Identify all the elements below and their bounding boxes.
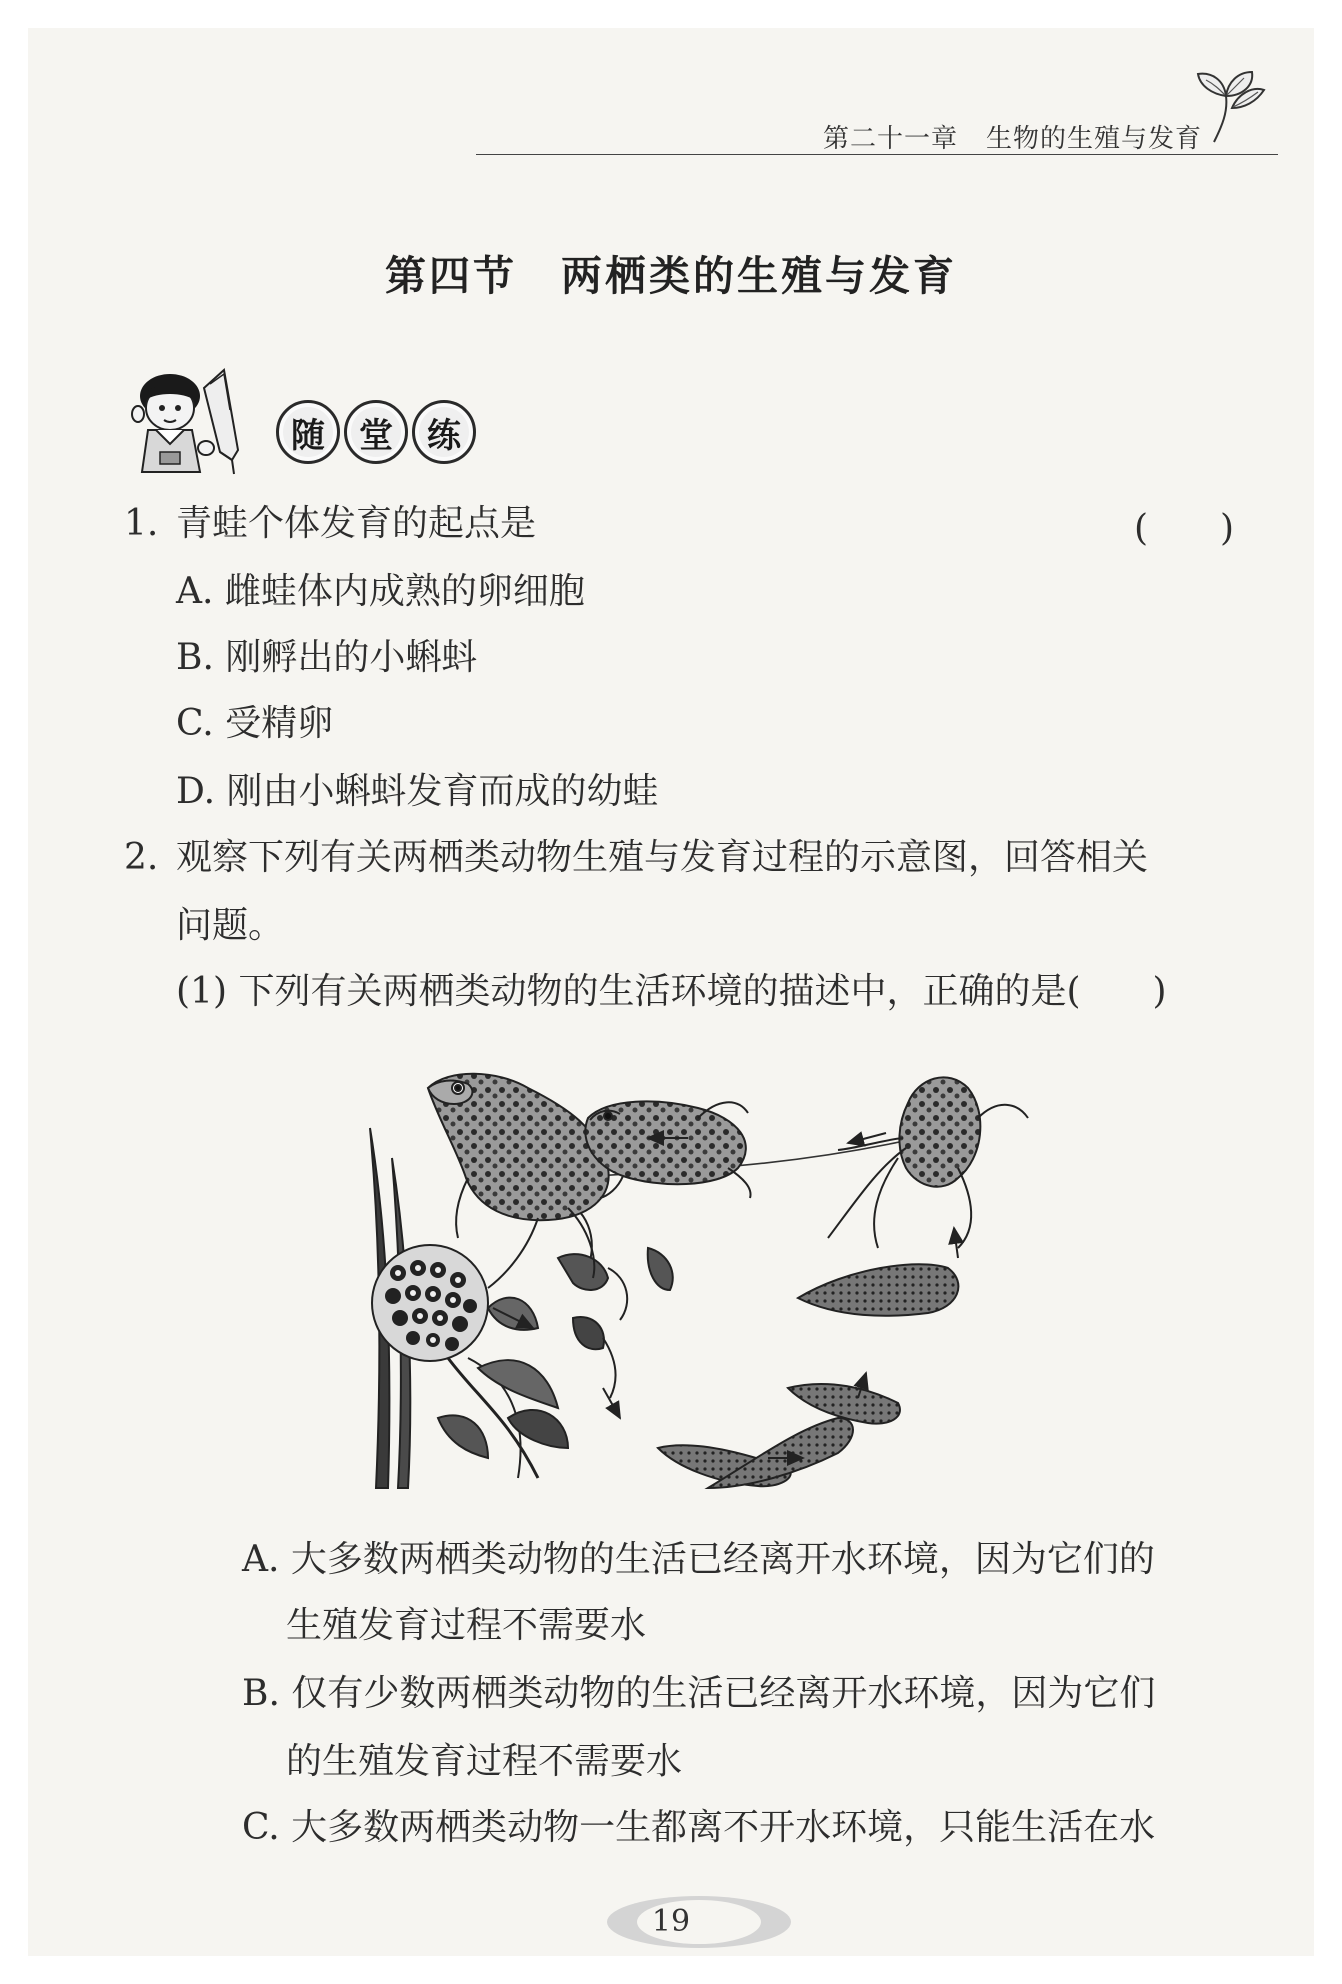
badge-char-2: 堂 bbox=[344, 400, 408, 464]
q1-number: 1. bbox=[124, 503, 159, 544]
frog-eggs bbox=[372, 1245, 488, 1361]
frog-embryos bbox=[558, 1248, 673, 1398]
tadpole-stages bbox=[658, 1264, 958, 1488]
q1-option-d: D. 刚由小蝌蚪发育而成的幼蛙 bbox=[176, 771, 659, 812]
q1-option-c: C. 受精卵 bbox=[176, 703, 334, 744]
q2-option-a-line2: 生殖发育过程不需要水 bbox=[286, 1605, 647, 1646]
q2-option-b-line2: 的生殖发育过程不需要水 bbox=[286, 1741, 683, 1782]
leaf-sprout-icon bbox=[1192, 68, 1272, 144]
q1-stem: 青蛙个体发育的起点是 bbox=[176, 503, 537, 544]
badge-char-1: 随 bbox=[276, 400, 340, 464]
q2-stem-line2: 问题。 bbox=[176, 905, 285, 946]
running-header bbox=[823, 118, 1202, 155]
badge-char-3: 练 bbox=[412, 400, 476, 464]
section-name: 两栖类的生殖与发育 bbox=[561, 252, 957, 300]
young-frog bbox=[585, 1101, 750, 1198]
q1-option-a: A. 雌蛙体内成熟的卵细胞 bbox=[176, 571, 585, 612]
q1-option-b: B. 刚孵出的小蝌蚪 bbox=[176, 637, 478, 678]
chapter-number: 第二十一章 bbox=[822, 124, 958, 154]
frog-life-cycle-figure bbox=[358, 1058, 1188, 1518]
header-rule bbox=[476, 154, 1278, 155]
section-title bbox=[28, 243, 1314, 302]
practice-badge bbox=[276, 400, 476, 464]
page-number: 19 bbox=[651, 1904, 691, 1939]
froglet bbox=[828, 1077, 1028, 1248]
q2-number: 2. bbox=[124, 837, 159, 878]
chapter-title: 生物的生殖与发育 bbox=[985, 124, 1202, 154]
student-with-pencil-icon bbox=[120, 364, 270, 480]
section-number: 第四节 bbox=[385, 252, 517, 300]
q1-answer-blank: ( ) bbox=[1134, 508, 1235, 549]
q2-stem-line1: 观察下列有关两栖类动物生殖与发育过程的示意图，回答相关 bbox=[176, 837, 1149, 878]
q2-option-c-line1: C. 大多数两栖类动物一生都离不开水环境，只能生活在水 bbox=[242, 1807, 1156, 1848]
textbook-page bbox=[28, 28, 1314, 1956]
q2-option-b-line1: B. 仅有少数两栖类动物的生活已经离开水环境，因为它们 bbox=[242, 1673, 1156, 1714]
q2-option-a-line1: A. 大多数两栖类动物的生活已经离开水环境，因为它们的 bbox=[242, 1539, 1155, 1580]
q2-subquestion-1: (1) 下列有关两栖类动物的生活环境的描述中，正确的是( ) bbox=[176, 971, 1167, 1012]
